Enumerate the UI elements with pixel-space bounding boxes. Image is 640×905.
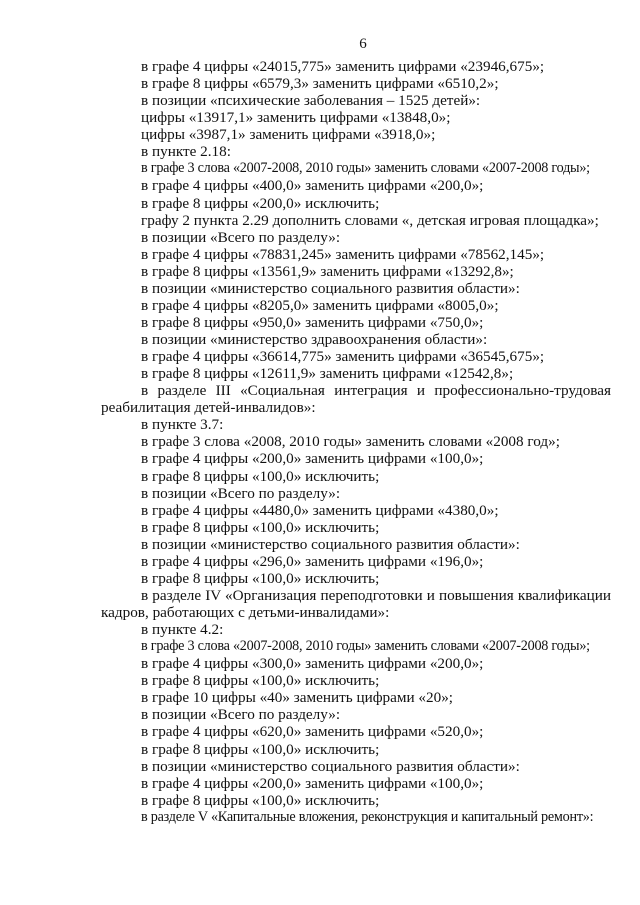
- document-line: графу 2 пункта 2.29 дополнить словами «, детская игровая площадка»;: [141, 211, 599, 229]
- document-line: в графе 10 цифры «40» заменить цифрами «20»;: [141, 689, 454, 707]
- document-line: в позиции «министерство здравоохранения области»:: [141, 331, 488, 348]
- document-line: в разделе V «Капитальные вложения, реконструкция и капитальный ремонт»:: [141, 808, 594, 825]
- document-line: в пункте 4.2:: [141, 621, 224, 639]
- document-line: в графе 4 цифры «36614,775» заменить цифрами «36545,675»;: [141, 348, 545, 366]
- document-line: в графе 4 цифры «4480,0» заменить цифрами «4380,0»;: [141, 501, 499, 519]
- document-line: в позиции «министерство социального развития области»:: [141, 757, 520, 775]
- document-line: в разделе III «Социальная интеграция и профессионально-трудовая: [141, 382, 611, 400]
- document-line: в графе 3 слова «2007-2008, 2010 годы» заменить словами «2007-2008 годы»;: [141, 638, 590, 655]
- document-line: в графе 4 цифры «200,0» заменить цифрами «100,0»;: [141, 450, 484, 468]
- document-line: в позиции «Всего по разделу»:: [141, 706, 341, 724]
- document-line: в графе 4 цифры «24015,775» заменить цифрами «23946,675»;: [141, 58, 545, 75]
- document-line: в позиции «министерство социального развития области»:: [141, 279, 520, 297]
- document-line: в пункте 2.18:: [141, 143, 231, 161]
- document-line: в графе 4 цифры «8205,0» заменить цифрами «8005,0»;: [141, 296, 499, 314]
- document-line: в графе 4 цифры «296,0» заменить цифрами «196,0»;: [141, 552, 484, 570]
- document-line: в графе 8 цифры «200,0» исключить;: [141, 194, 380, 212]
- document-line: в графе 8 цифры «13561,9» заменить цифрами «13292,8»;: [141, 262, 514, 280]
- document-line: в графе 4 цифры «78831,245» заменить цифрами «78562,145»;: [141, 245, 545, 263]
- document-line: в графе 4 цифры «620,0» заменить цифрами «520,0»;: [141, 723, 484, 741]
- document-line: в графе 8 цифры «6579,3» заменить цифрами «6510,2»;: [141, 75, 499, 93]
- document-line: в разделе IV «Организация переподготовки и повышения квалификации: [141, 586, 611, 604]
- document-line: в графе 4 цифры «400,0» заменить цифрами «200,0»;: [141, 177, 484, 195]
- document-line: в графе 8 цифры «12611,9» заменить цифрами «12542,8»;: [141, 365, 514, 383]
- page-number: 6: [359, 36, 367, 52]
- document-line: в графе 8 цифры «950,0» заменить цифрами «750,0»;: [141, 313, 484, 331]
- document-line: в графе 8 цифры «100,0» исключить;: [141, 672, 380, 690]
- document-line: реабилитация детей-инвалидов»:: [101, 399, 316, 417]
- document-line: кадров, работающих с детьми-инвалидами»:: [101, 604, 390, 621]
- document-line: в графе 4 цифры «300,0» заменить цифрами «200,0»;: [141, 655, 484, 673]
- document-body: [101, 58, 611, 826]
- document-line: в графе 8 цифры «100,0» исключить;: [141, 569, 380, 587]
- document-line: в позиции «министерство социального развития области»:: [141, 535, 520, 553]
- document-line: в позиции «Всего по разделу»:: [141, 484, 341, 502]
- document-line: в позиции «Всего по разделу»:: [141, 228, 341, 246]
- document-line: в пункте 3.7:: [141, 416, 224, 434]
- document-line: в графе 8 цифры «100,0» исключить;: [141, 740, 380, 758]
- document-line: цифры «3987,1» заменить цифрами «3918,0»;: [141, 126, 436, 144]
- document-line: в графе 8 цифры «100,0» исключить;: [141, 467, 380, 485]
- document-line: в графе 3 слова «2008, 2010 годы» заменить словами «2008 год»;: [141, 433, 560, 451]
- document-line: цифры «13917,1» заменить цифрами «13848,0»;: [141, 109, 451, 127]
- document-line: в позиции «психические заболевания – 1525 детей»:: [141, 92, 481, 110]
- document-line: в графе 8 цифры «100,0» исключить;: [141, 791, 380, 809]
- document-line: в графе 4 цифры «200,0» заменить цифрами «100,0»;: [141, 774, 484, 792]
- document-line: в графе 3 слова «2007-2008, 2010 годы» заменить словами «2007-2008 годы»;: [141, 160, 590, 177]
- document-line: в графе 8 цифры «100,0» исключить;: [141, 518, 380, 536]
